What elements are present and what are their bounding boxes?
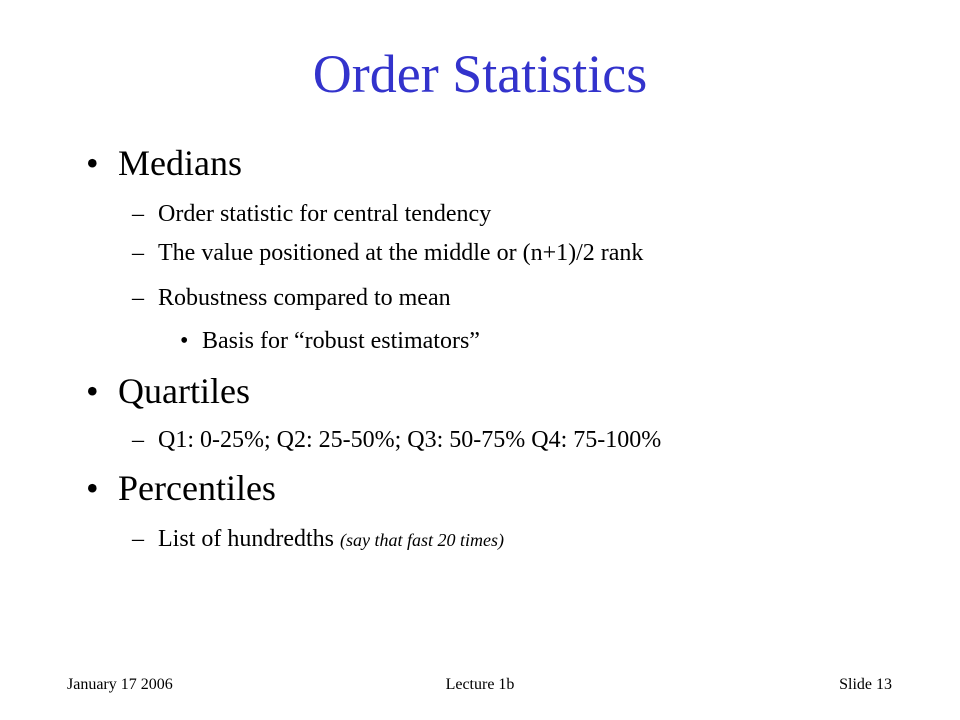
bullet-heading: Medians (118, 143, 242, 183)
dash-icon: – (132, 526, 144, 552)
bullet-medians (86, 142, 242, 184)
bullet-icon: • (180, 328, 189, 354)
sub-item (132, 425, 661, 455)
sub-sub-item (180, 326, 480, 356)
sub-item (132, 238, 643, 268)
dash-icon: – (132, 201, 144, 227)
bullet-percentiles (86, 467, 276, 509)
sub-item-text: List of hundredths (158, 526, 334, 552)
dash-icon: – (132, 285, 144, 311)
bullet-quartiles (86, 370, 250, 412)
dash-icon: – (132, 427, 144, 453)
sub-item-text: Order statistic for central tendency (158, 201, 492, 227)
sub-item-text: Robustness compared to mean (158, 285, 451, 311)
sub-sub-item-text: Basis for “robust estimators” (202, 328, 480, 354)
bullet-icon: • (86, 468, 99, 508)
aside-note: (say that fast 20 times) (339, 530, 504, 550)
bullet-heading: Percentiles (118, 468, 276, 508)
sub-item (132, 283, 451, 313)
bullet-heading: Quartiles (118, 371, 250, 411)
dash-icon: – (132, 240, 144, 266)
sub-item-text: The value positioned at the middle or (n+1)/2 rank (158, 240, 644, 266)
slide-title: Order Statistics (312, 44, 648, 104)
footer-date: January 17 2006 (67, 676, 173, 693)
footer-lecture: Lecture 1b (445, 676, 515, 693)
bullet-icon: • (86, 143, 99, 183)
sub-item-text: Q1: 0-25%; Q2: 25-50%; Q3: 50-75% Q4: 75-100% (158, 427, 662, 453)
bullet-icon: • (86, 371, 99, 411)
sub-item (132, 199, 491, 229)
sub-item (132, 524, 504, 555)
footer-slide-number: Slide 13 (839, 676, 892, 693)
